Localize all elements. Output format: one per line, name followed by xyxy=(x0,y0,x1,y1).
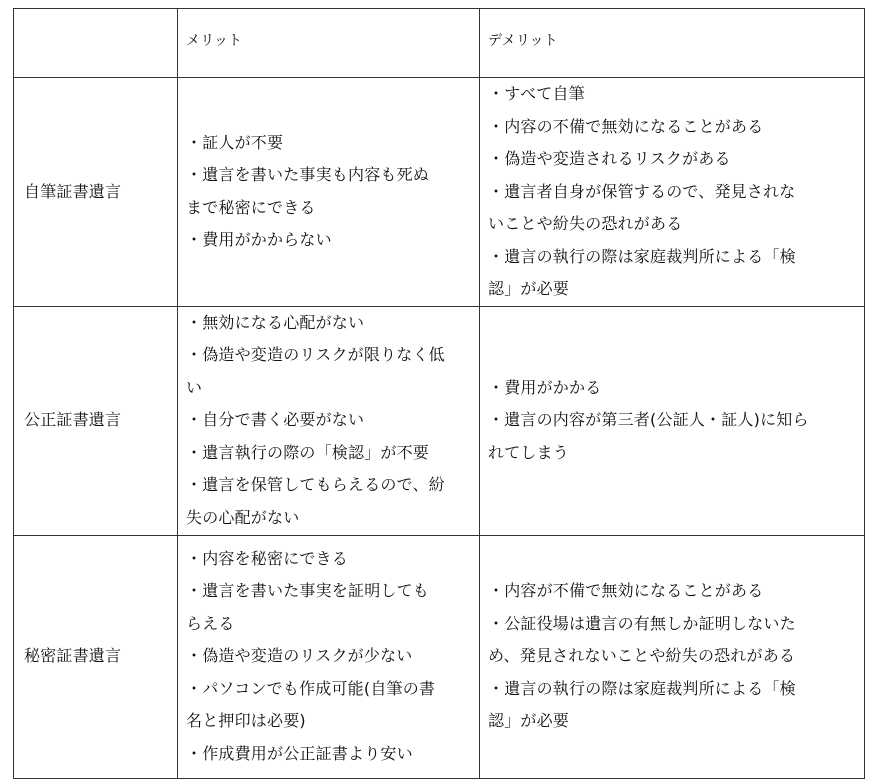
merit-cell xyxy=(178,78,480,307)
merit-line: ・無効になる心配がない xyxy=(186,312,365,332)
table-body xyxy=(14,9,865,779)
header-cell-demerit: デメリット xyxy=(480,9,865,78)
merit-line: ・内容を秘密にできる xyxy=(186,548,349,568)
merit-line: ・遺言を保管してもらえるので、紛 xyxy=(186,475,445,495)
header-row xyxy=(14,9,865,78)
header-cell-empty xyxy=(14,9,178,78)
merit-line: ・偽造や変造のリスクが少ない xyxy=(186,646,413,666)
table-row xyxy=(14,535,865,778)
demerit-line: ・公証役場は遺言の有無しか証明しないた xyxy=(488,613,796,633)
merit-line: ・偽造や変造のリスクが限りなく低 xyxy=(186,345,445,365)
demerit-line: ・遺言の内容が第三者(公証人・証人)に知ら xyxy=(488,410,809,430)
demerit-line: ・内容が不備で無効になることがある xyxy=(488,581,764,601)
demerit-line: ・偽造や変造されるリスクがある xyxy=(488,149,731,168)
demerit-line: いことや紛失の恐れがある xyxy=(488,214,683,233)
merit-line: ・作成費用が公正証書より安い xyxy=(186,743,413,763)
merit-line: 失の心配がない xyxy=(186,507,300,527)
demerit-line: ・遺言者自身が保管するので、発見されな xyxy=(488,181,796,201)
demerit-line: 認」が必要 xyxy=(488,711,570,731)
merit-line: ・証人が不要 xyxy=(186,132,284,152)
demerit-cell xyxy=(480,306,865,535)
demerit-line: ・遺言の執行の際は家庭裁判所による「検 xyxy=(488,246,796,266)
demerit-line: ・すべて自筆 xyxy=(488,84,585,103)
merit-line: ・遺言を書いた事実を証明しても xyxy=(186,581,430,601)
demerit-cell xyxy=(480,535,865,778)
will-type-label: 秘密証書遺言 xyxy=(14,535,178,778)
table-row xyxy=(14,306,865,535)
merit-line: ・パソコンでも作成可能(自筆の書 xyxy=(186,678,436,698)
merit-line: い xyxy=(186,377,203,397)
demerit-line: れてしまう xyxy=(488,442,570,462)
merit-line: 名と押印は必要) xyxy=(186,711,306,731)
demerit-line: ・内容の不備で無効になることがある xyxy=(488,116,764,136)
header-cell-merit: メリット xyxy=(178,9,480,78)
will-comparison-table xyxy=(13,8,865,779)
merit-line: ・自分で書く必要がない xyxy=(186,410,365,430)
demerit-cell xyxy=(480,78,865,307)
will-type-label: 公正証書遺言 xyxy=(14,306,178,535)
table-row xyxy=(14,78,865,307)
demerit-line: 認」が必要 xyxy=(488,279,570,298)
merit-line: ・遺言を書いた事実も内容も死ぬ xyxy=(186,165,430,185)
merit-line: まで秘密にできる xyxy=(186,197,316,217)
demerit-line: ・遺言の執行の際は家庭裁判所による「検 xyxy=(488,678,796,698)
demerit-line: め、発見されないことや紛失の恐れがある xyxy=(488,646,796,666)
will-type-label: 自筆証書遺言 xyxy=(14,78,178,307)
merit-line: ・遺言執行の際の「検認」が不要 xyxy=(186,442,430,462)
demerit-line: ・費用がかかる xyxy=(488,377,602,397)
merit-line: らえる xyxy=(186,613,235,633)
merit-line: ・費用がかからない xyxy=(186,230,332,250)
merit-cell xyxy=(178,306,480,535)
merit-cell xyxy=(178,535,480,778)
